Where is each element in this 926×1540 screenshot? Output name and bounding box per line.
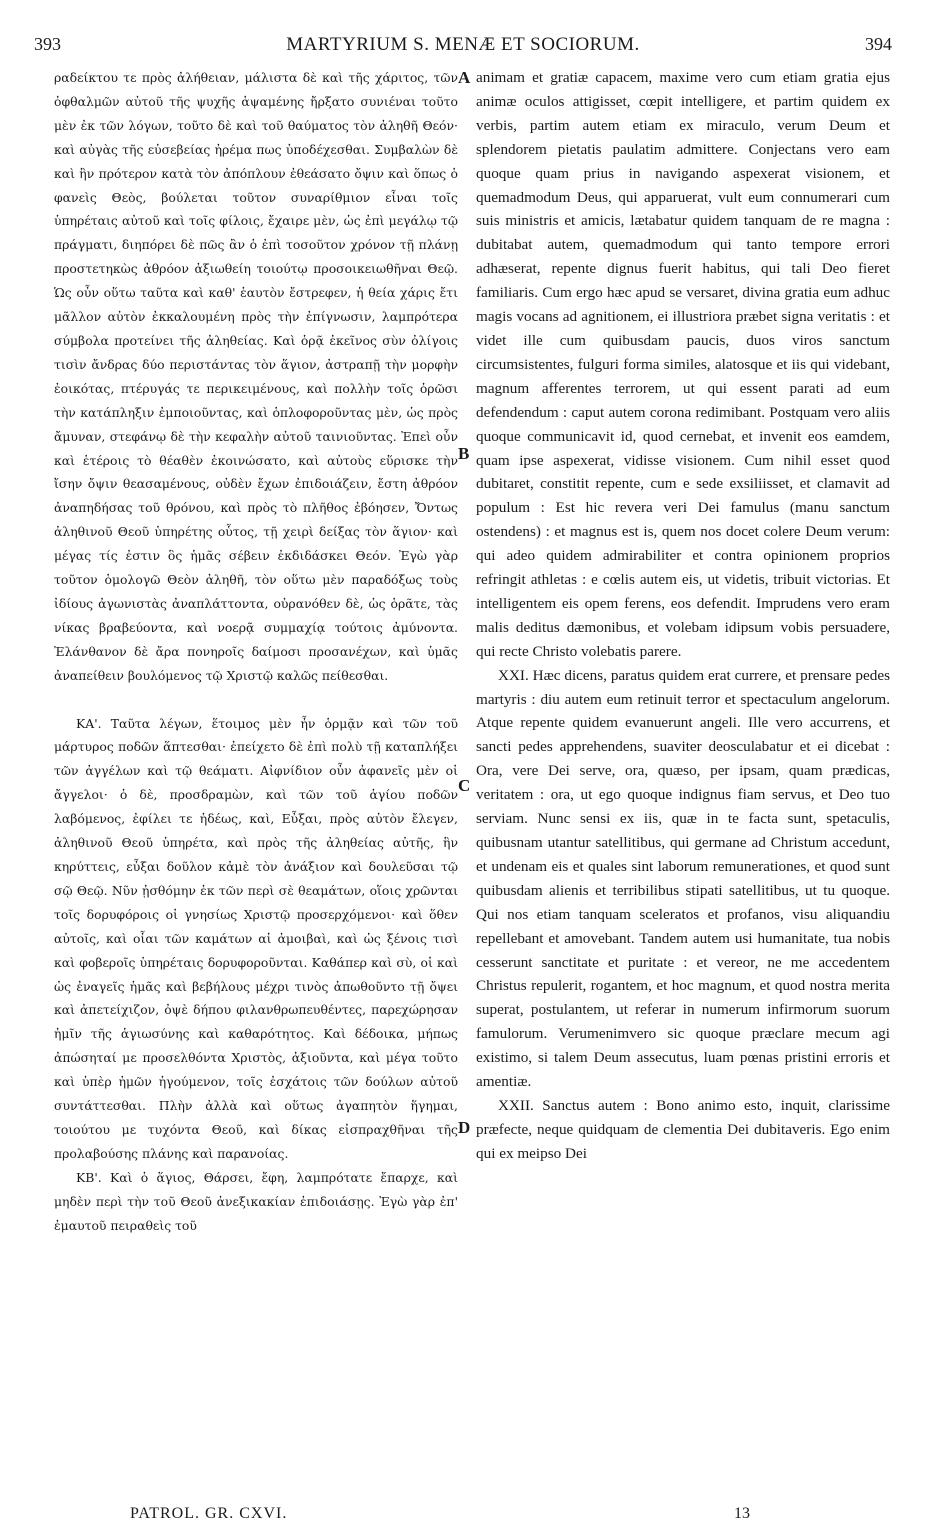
page-footer — [0, 1505, 926, 1529]
section-marker-b: B — [458, 444, 470, 463]
greek-column — [54, 66, 458, 1238]
running-title: MARTYRIUM S. MENÆ ET SOCIORUM. — [286, 34, 640, 55]
greek-paragraph-1: ραδείκτου τε πρὸς ἀλήθειαν, μάλιστα δὲ καὶ τῆς χάριτος, τῶν ὀφθαλμῶν αὐτοῦ τῆς ψυχῆς ἁψαμένης ἤρξατο συνιέναι τοῦτο μὲν ἐκ τῶν λόγων, τοῦτο δὲ καὶ τοῦ θαύματος τὸν ἀληθῆ Θεόν· καὶ αὐγὰς τῆς εὐσεβείας ἠρέμα πως ὑποδέχεσθαι. Συμβαλὼν δὲ καὶ ἣν πρότερον κατὰ τὸν ἀπόπλουν ἐθεάσατο ὄψιν καὶ ὅπως ὁ φανεὶς Θεὸς, βούλεται τοῦτον συναρίθμιον εἶναι τοῖς ὑπηρέταις αὐτοῦ καὶ τοῖς φίλοις, ἔχαιρε μὲν, ὡς ἐπὶ μεγάλῳ τῷ πράγματι, διηπόρει δὲ πῶς ἂν ὁ ἐπὶ τοσοῦτον χρόνον τῇ πλάνῃ προστετηκὼς ἀθρόον ἀξιωθείη τοιούτῳ προσοικειωθῆναι Θεῷ. Ὡς οὖν οὕτω ταῦτα καὶ καθ' ἑαυτὸν ἔστρεφεν, ἡ θεία χάρις ἔτι μᾶλλον αὐτὸν ἐκκαλουμένη πρὸς τὴν ἐπίγνωσιν, λαμπρότερα σύμβολα προτείνει τῆς ἀληθείας. Καὶ ὁρᾷ ἐκεῖνος σὺν ὀλίγοις τισὶν ἄνδρας δύο περιστάντας τὸν ἅγιον, ἀστραπῇ τὴν μορφὴν ἐοικότας, πτέρυγάς τε περικειμένους, καὶ πολλὴν τοῖς ὁρῶσι τὴν κατάπληξιν ἐμποιοῦντας, καὶ ὁπλοφοροῦντας μὲν, ὡς πρὸς ἄμυναν, στεφάνῳ δὲ τὴν κεφαλὴν αὐτοῦ ταινιοῦντας. Ἐπεὶ οὖν καὶ ἑτέροις τὸ θέαθὲν ἐκοινώσατο, καὶ αὐτοὺς εὕρισκε τὴν ἴσην ὄψιν θεασαμένους, οὐδὲν ἔχων ἐπιδοιάζειν, ἔστη ἀθρόον ἀναπηδήσας τοῦ θρόνου, καὶ πρὸς τὸ πλῆθος ἐβόησεν, Ὄντως ἀληθινοῦ Θεοῦ ὑπηρέτης οὗτος, τῇ χειρὶ δείξας τὸν ἅγιον· καὶ μέγας τίς ἐστιν ὃς ἡμᾶς σέβειν ἐκδιδάσκει Θεόν. Ἐγὼ γὰρ τοῦτον ὁμολογῶ Θεὸν ἀληθῆ, τὸν οὕτω μὲν παραδόξως τοὺς ἰδίους ἀγωνιστὰς ἀναπλάττοντα, οὐρανόθεν δὲ, ὡς ὁρᾶτε, τὰς νίκας βραβεύοντα, καὶ νοερᾷ συμμαχίᾳ τούτοις ἀμύνοντα. Ἐλάνθανον δὲ ἄρα πονηροῖς δαίμοσι προσανέχων, καὶ ὑμᾶς ἀναπείθειν βουλόμενος τῷ Χριστῷ καλῶς πείθεσθαι. — [54, 70, 458, 683]
latin-paragraph-2: XXI. Hæc dicens, paratus quidem erat currere, et prensare pedes martyris : diu autem eum retinuit terror et spectaculum angelorum. Atque repente quidem evanuerunt angeli. Ille vero accurrens, et sancti pedes apprehendens, suaviter deosculabatur et ei dicebat : Ora, vere Dei serve, ora, quæso, per ipsam, quam prædicas, veritatem : ora, ut ego quoque indignus fiam servus, et Deo tuo serviam. Nunc sensi ex iis, quæ in te facta sunt, spetaculis, quibusnam utantur satellitibus, qui germane ad Christum accedunt, et undenam eis et quales sint laborum remunerationes, et quod sunt quibusdam alienis et terribilibus stipati satellitibus, ut tu quoque. Qui nos etiam tanquam sceleratos et profanos, visu aliquandiu repellebant et amovebant. Tandem autem usi humanitate, tua nobis cesserunt sanctitate et puritate : et vereor, ne me accedentem Christus repulerit, rogantem, et hoc magnum, et quod nostra merita superat, postulantem, ut referar in numerum infirmorum suorum famulorum. Verumenimvero sic quoque præclare mecum agi existimo, si talem Deum assecutus, luam pœnas pristini erroris et amentiæ. — [476, 666, 890, 1091]
page-header — [34, 34, 892, 60]
latin-paragraph-1: animam et gratiæ capacem, maxime vero cum etiam gratia ejus animæ oculos attigisset, cœpit intelligere, et partim quidem ex verbis, partim autem etiam ex miraculo, verum Deum et splendorem pietatis paulatim admittere. Conjectans vero eam quoque quam prius in navigando aspexerat visionem, et quemadmodum Deus, qui apparuerat, vult eum connumerari cum suis ministris et amicis, lætabatur quidem tanquam de re magna : dubitabat autem, quemadmodum qui tanto tempore errori adhæserat, repente dignus fuerit habitus, qui tali Deo fieret familiaris. Cum ergo hæc apud se versaret, divina gratia eum adhuc magis vocans ad agnitionem, ei illustriora præbet signa veritatis : et videt ille cum quibusdam paucis, duos viros sanctum circumsistentes, fulguri forma similes, alatosque et iis qui videbant, magnum afferentes terrorem, ut qui essent parati ad eum defendendum : caput autem corona redimibant. Postquam vero aliis quoque communicavit id, quod cernebat, et invenit eos eamdem, quam ipse aspexerat, vidisse visionem. Cum nihil esset quod dubitaret, constitit repente, cum e sede exsiliisset, et clamavit ad populum : Est hic revera veri Dei famulus (manu sanctum ostendens) : et magnus est is, quem nos docet colere Deum verum: qui adeo quidem admirabiliter et contra opinionem proprios refringit athletas : e cœlis autem eis, ut videtis, tribuit victorias. Et intelligentem eis opem ferens, eos defendit. Imprudens vero eram malis deditus dæmonibus, et volebam idipsum vobis persuadere, qui recte Christo volebatis parere. — [476, 69, 890, 660]
section-marker-c: C — [458, 776, 471, 795]
latin-paragraph-3: XXII. Sanctus autem : Bono animo esto, inquit, clarissime præfecte, neque quidquam de clementia Dei dubitaveris. Ego enim qui ex meipso Dei — [476, 1096, 890, 1162]
latin-column — [476, 66, 890, 1166]
page-number-right: 394 — [865, 34, 892, 54]
footer-signature: 13 — [734, 1505, 750, 1522]
greek-paragraph-2: ΚΑ'. Ταῦτα λέγων, ἕτοιμος μὲν ἦν ὁρμᾷν καὶ τῶν τοῦ μάρτυρος ποδῶν ἅπτεσθαι· ἐπείχετο δὲ ἐπὶ πολὺ τῇ καταπλήξει τῶν ἀγγέλων καὶ τῷ θεάματι. Αἰφνίδιον οὖν ἀφανεῖς μὲν οἱ ἄγγελοι· ὁ δὲ, προσδραμὼν, καὶ τῶν τοῦ ἁγίου ποδῶν λαβόμενος, ἐφίλει τε ἡδέως, καὶ, Εὖξαι, πρὸς αὐτὸν ἔλεγεν, ἀληθινοῦ Θεοῦ ὑπηρέτα, καὶ πρὸς τῆς ἀληθείας αὐτῆς, ἣν κηρύττεις, εὖξαι δοῦλον κἀμὲ τὸν ἀνάξιον καὶ δουλεῦσαι τῷ σῷ Θεῷ. Νῦν ᾐσθόμην ἐκ τῶν περὶ σὲ θεαμάτων, οἵοις χρῶνται τοῖς δορυφόροις οἱ γνησίως Χριστῷ προσερχόμενοι· καὶ ὅθεν αὐτοῖς, καὶ οἷαι τῶν καμάτων αἱ ἀμοιβαὶ, καὶ ὡς ξένοις τισὶ καὶ φοβεροῖς ὑπηρέταις δορυφοροῦνται. Καθάπερ καὶ σὺ, οἱ καὶ ὡς ἐναγεῖς ἡμᾶς καὶ βεβήλους μέχρι τινὸς ἀπωθοῦντο τῇ ὄψει καὶ ἀπετείχιζον, ὀψὲ δήπου φιλανθρωπευθέντες, παρεχώρησαν ἡμῖν τῆς ἁγιωσύνης καὶ καθαρότητος. Καὶ δέδοικα, μήπως ἀπώσηταί με προσελθόντα Χριστὸς, ἀξιοῦντα, καὶ μέγα τοῦτο καὶ ὑπὲρ ἡμῶν ἡγούμενον, τοῖς ἐσχάτοις τῶν δούλων αὐτοῦ συντάττεσθαι. Πλὴν ἀλλὰ καὶ οὕτως ἀγαπητὸν ἥγημαι, τοιούτου με τυχόντα Θεοῦ, καὶ δίκας εἰσπραχθῆναι τῆς προλαβούσης πλάνης καὶ παρανοίας. — [54, 715, 458, 1161]
section-marker-d: D — [458, 1118, 471, 1137]
footer-volume: PATROL. GR. CXVI. — [130, 1505, 288, 1522]
section-marker-a: A — [458, 68, 471, 87]
greek-paragraph-3: ΚΒ'. Καὶ ὁ ἅγιος, Θάρσει, ἔφη, λαμπρότατε ἔπαρχε, καὶ μηδὲν περὶ τὴν τοῦ Θεοῦ ἀνεξικακίαν ἐπιδοιάσῃς. Ἐγὼ γὰρ ἐπ' ἐμαυτοῦ πειραθεὶς τοῦ — [54, 1169, 458, 1233]
page-number-left: 393 — [34, 34, 61, 54]
